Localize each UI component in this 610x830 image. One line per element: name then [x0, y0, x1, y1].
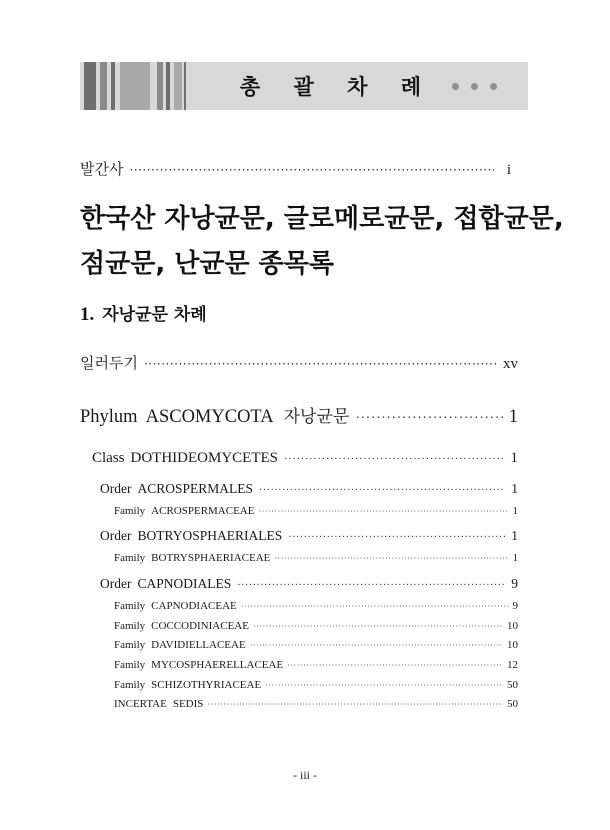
toc-entry-preface[interactable] — [80, 158, 518, 179]
family-prefix: Family — [114, 620, 146, 632]
dot-leader — [355, 411, 502, 427]
toc-entry-order[interactable] — [100, 481, 518, 497]
toc-entry-order[interactable] — [100, 528, 518, 544]
family-name: DAVIDIELLACEAE — [151, 639, 246, 651]
phylum-korean-name: 자낭균문 — [283, 407, 350, 427]
family-name: CAPNODIACEAE — [151, 600, 237, 612]
toc-entry-phylum[interactable] — [80, 402, 518, 428]
toc-page-number: i — [506, 162, 512, 178]
family-prefix: Family — [114, 679, 146, 691]
section-title: 자낭균문 차례 — [102, 305, 207, 325]
toc-page-number: 9 — [512, 600, 518, 612]
dot-leader — [237, 580, 505, 591]
phylum-name: ASCOMYCOTA — [145, 407, 274, 427]
toc-entry-family[interactable] — [114, 600, 518, 612]
heading-line-2: 점균문, 난균문 종목록 — [80, 249, 335, 279]
toc-page-number: 50 — [507, 698, 518, 710]
family-name: ACROSPERMACEAE — [151, 505, 255, 517]
toc-page-number: 1 — [510, 450, 518, 466]
phylum-prefix: Phylum — [80, 407, 138, 427]
family-prefix: Family — [114, 600, 146, 612]
family-prefix: Family — [114, 659, 146, 671]
family-prefix: INCERTAE — [114, 698, 167, 710]
title-banner — [80, 62, 528, 110]
family-name: BOTRYSPHAERIACEAE — [151, 552, 271, 564]
dot-leader — [253, 622, 503, 631]
toc-entry-family[interactable] — [114, 552, 518, 564]
dot-leader — [265, 681, 503, 690]
toc-page-number: 50 — [507, 679, 518, 691]
family-prefix: Family — [114, 505, 146, 517]
dot-leader — [207, 700, 503, 709]
page-title: 총 괄 차 례 — [239, 75, 434, 99]
dot-leader — [284, 453, 504, 465]
order-name: CAPNODIALES — [137, 576, 232, 591]
section-heading — [80, 300, 207, 326]
dot-leader — [258, 507, 508, 516]
dot-leader — [259, 485, 505, 496]
order-prefix: Order — [100, 528, 132, 543]
family-name: COCCODINIACEAE — [151, 620, 249, 632]
family-name: SCHIZOTHYRIACEAE — [151, 679, 262, 691]
toc-page-number: 1 — [512, 552, 518, 564]
dot-leader — [144, 357, 497, 371]
toc-entry-family[interactable] — [114, 620, 518, 632]
toc-page-number: 9 — [511, 576, 518, 591]
class-name: DOTHIDEOMYCETES — [130, 450, 279, 466]
family-name: MYCOSPHAERELLACEAE — [151, 659, 284, 671]
dot-leader — [250, 641, 503, 650]
toc-entry-label: 발간사 — [80, 160, 124, 178]
toc-entry-family[interactable] — [114, 679, 518, 691]
toc-page-number: xv — [503, 356, 518, 372]
toc-page-number: 10 — [507, 639, 518, 651]
family-prefix: Family — [114, 639, 146, 651]
toc-entry-incertae-sedis[interactable] — [114, 698, 518, 710]
dot-leader — [287, 661, 503, 670]
toc-entry-class[interactable] — [92, 450, 518, 467]
toc-page-number: 10 — [507, 620, 518, 632]
dot-leader — [288, 532, 505, 543]
toc-page-number: 1 — [512, 505, 518, 517]
banner-dots-decoration — [452, 83, 500, 91]
page-number-footer: - iii - — [293, 768, 317, 782]
dot-leader — [129, 163, 494, 177]
order-prefix: Order — [100, 481, 132, 496]
toc-entry-family[interactable] — [114, 659, 518, 671]
toc-entry-family[interactable] — [114, 505, 518, 517]
toc-page-number: 1 — [511, 481, 518, 496]
toc-page-number: 1 — [508, 407, 518, 427]
toc-page-number: 12 — [507, 659, 518, 671]
document-heading — [80, 197, 564, 287]
toc-entry-label: 일러두기 — [80, 354, 138, 372]
order-prefix: Order — [100, 576, 132, 591]
toc-entry-notes[interactable] — [80, 352, 518, 373]
family-prefix: Family — [114, 552, 146, 564]
toc-entry-order[interactable] — [100, 576, 518, 592]
toc-page-number: 1 — [511, 528, 518, 543]
toc-entry-family[interactable] — [114, 639, 518, 651]
section-number: 1. — [80, 304, 95, 325]
dot-leader — [274, 554, 508, 563]
dot-leader — [241, 602, 509, 611]
heading-line-1: 한국산 자낭균문, 글로메로균문, 접합균문, — [80, 204, 564, 234]
banner-stripes-decoration — [80, 62, 192, 110]
class-prefix: Class — [92, 450, 125, 466]
order-name: BOTRYOSPHAERIALES — [137, 528, 283, 543]
family-name: SEDIS — [172, 698, 204, 710]
order-name: ACROSPERMALES — [137, 481, 254, 496]
